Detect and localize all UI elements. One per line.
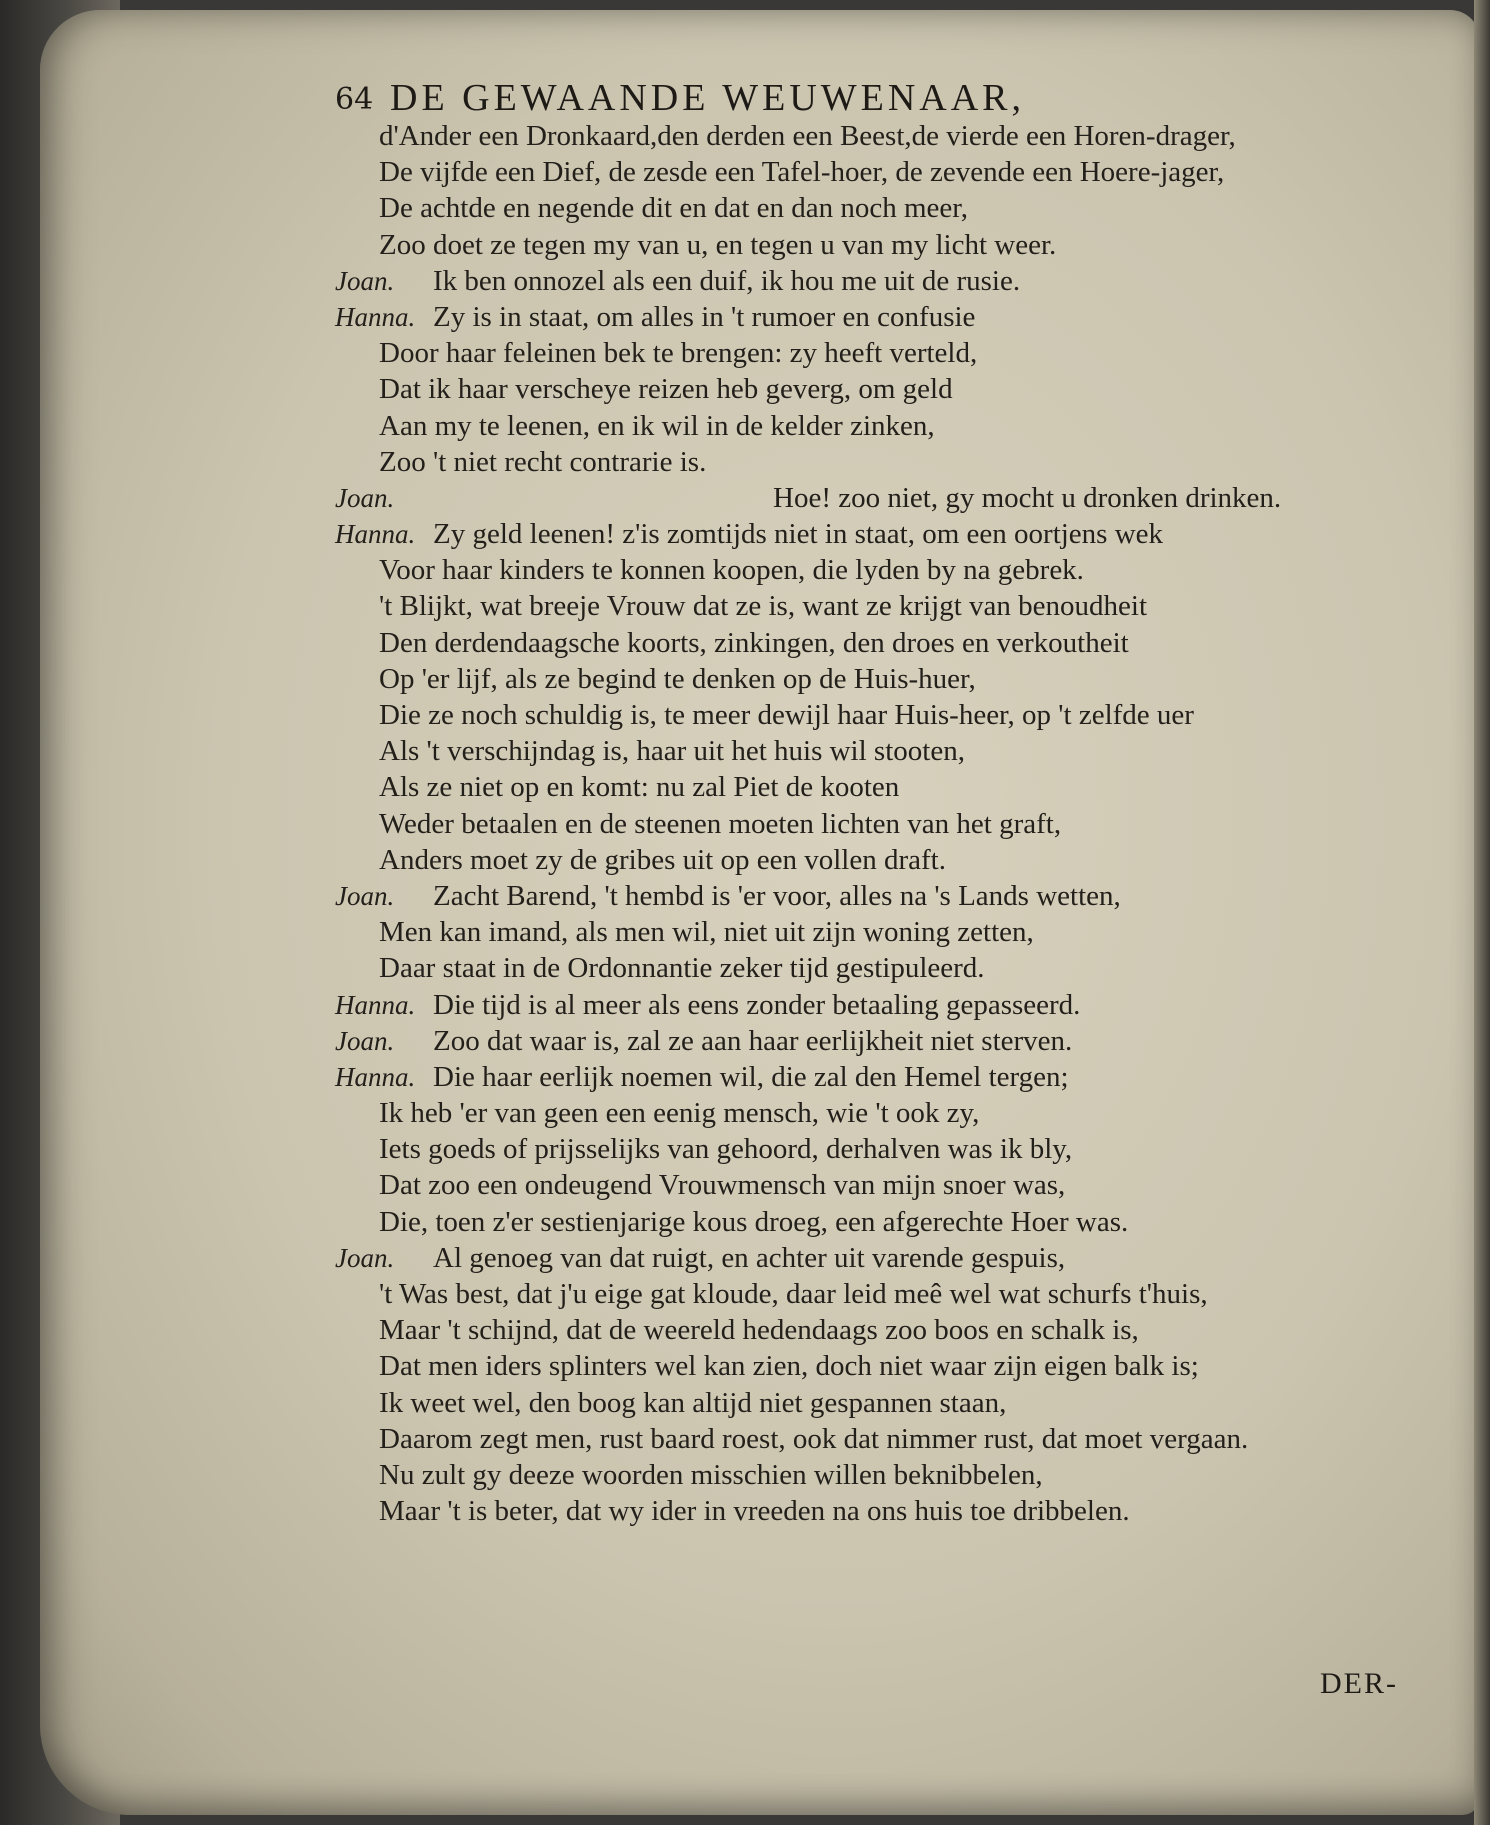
speaker-name: Hanna. — [335, 519, 416, 550]
verse-text-line: Voor haar kinders te konnen koopen, die lyden by na gebrek. — [379, 554, 1084, 587]
verse-text-line: Die ze noch schuldig is, te meer dewijl haar Huis-heer, op 't zelfde uer — [379, 699, 1194, 731]
verse-text-line: Nu zult gy deeze woorden misschien willen beknibbelen, — [379, 1458, 1043, 1491]
verse-text-line: Daar staat in de Ordonnantie zeker tijd gestipuleerd. — [379, 952, 985, 985]
speaker-name: Joan. — [335, 265, 395, 296]
verse-text-line: Maar 't schijnd, dat de weereld hedendaags zoo boos en schalk is, — [379, 1314, 1139, 1347]
verse-text-line: Zoo doet ze tegen my van u, en tegen u van my licht weer. — [379, 228, 1057, 261]
speaker-name: Joan. — [335, 482, 395, 513]
verse-text-line: Als 't verschijndag is, haar uit het huis wil stooten, — [379, 735, 965, 768]
verse-text-line: Die, toen z'er sestienjarige kous droeg, een afgerechte Hoer was. — [379, 1205, 1129, 1238]
verse-line — [335, 335, 1415, 371]
verse-line — [335, 697, 1415, 733]
verse-text-line: Iets goeds of prijsselijks van gehoord, derhalven was ik bly, — [379, 1133, 1073, 1166]
verse-line — [335, 1023, 1415, 1059]
verse-line — [335, 588, 1415, 624]
verse-text-line: Anders moet zy de gribes uit op een vollen draft. — [379, 843, 946, 876]
verse-line — [335, 1493, 1415, 1529]
verse-line — [335, 1385, 1415, 1421]
verse-text-line: Die tijd is al meer als eens zonder betaaling gepasseerd. — [433, 988, 1081, 1021]
verse-text-line: De vijfde een Dief, de zesde een Tafel-hoer, de zevende een Hoere-jager, — [379, 156, 1225, 189]
verse-text-line: Zy geld leenen! z'is zomtijds niet in staat, om een oortjens wek — [433, 518, 1164, 551]
verse-text-line: Als ze niet op en komt: nu zal Piet de kooten — [379, 771, 900, 804]
verse-text — [335, 118, 1415, 1529]
verse-line — [335, 1204, 1415, 1240]
verse-text-line: Zoo 't niet recht contrarie is. — [379, 445, 707, 478]
verse-line — [335, 806, 1415, 842]
verse-text-line: Aan my te leenen, en ik wil in de kelder zinken, — [379, 409, 935, 442]
verse-line — [335, 1240, 1415, 1276]
verse-text-line: Door haar feleinen bek te brengen: zy heeft verteld, — [379, 337, 978, 370]
verse-text-line: Men kan imand, als men wil, niet uit zijn woning zetten, — [379, 916, 1034, 949]
verse-text-line: Ik heb 'er van geen een eenig mensch, wie 't ook zy, — [379, 1097, 980, 1130]
verse-line — [335, 190, 1415, 226]
verse-text-line: Al genoeg van dat ruigt, en achter uit varende gespuis, — [433, 1241, 1066, 1274]
verse-line — [335, 1059, 1415, 1095]
speaker-name: Hanna. — [335, 301, 416, 332]
verse-line — [335, 371, 1415, 407]
verse-line — [335, 480, 1415, 516]
verse-text-line: Die haar eerlijk noemen wil, die zal den Hemel tergen; — [433, 1060, 1069, 1093]
verse-line — [335, 1131, 1415, 1167]
verse-text-line: Zoo dat waar is, zal ze aan haar eerlijkheit niet sterven. — [433, 1024, 1073, 1057]
verse-line — [335, 1276, 1415, 1312]
verse-line — [335, 661, 1415, 697]
verse-text-line: Den derdendaagsche koorts, zinkingen, den droes en verkoutheit — [379, 626, 1129, 659]
verse-line — [335, 552, 1415, 588]
verse-text-line: Ik ben onnozel als een duif, ik hou me uit de rusie. — [433, 264, 1021, 297]
verse-line — [335, 408, 1415, 444]
verse-line — [335, 1421, 1415, 1457]
verse-line — [335, 878, 1415, 914]
verse-text-line: Dat ik haar verscheye reizen heb geverg, om geld — [379, 373, 953, 406]
speaker-name: Joan. — [335, 880, 395, 911]
verse-text-line: Ik weet wel, den boog kan altijd niet gespannen staan, — [379, 1386, 1007, 1419]
running-title: DE GEWAANDE WEUWENAAR, — [390, 77, 1026, 119]
speaker-name: Joan. — [335, 1242, 395, 1273]
verse-line — [335, 987, 1415, 1023]
verse-line — [335, 625, 1415, 661]
verse-line — [335, 227, 1415, 263]
verse-line — [335, 1312, 1415, 1348]
verse-line — [335, 444, 1415, 480]
verse-line — [335, 914, 1415, 950]
verse-text-line: Maar 't is beter, dat wy ider in vreeden na ons huis toe dribbelen. — [379, 1495, 1130, 1528]
verse-line — [335, 299, 1415, 335]
verse-text-line: Hoe! zoo niet, gy mocht u dronken drinken. — [773, 481, 1282, 514]
verse-line — [335, 733, 1415, 769]
speaker-name: Hanna. — [335, 1061, 416, 1092]
verse-text-line: Weder betaalen en de steenen moeten lichten van het graft, — [379, 807, 1062, 840]
page-edge — [1474, 0, 1490, 1825]
verse-line — [335, 263, 1415, 299]
verse-text-line: Op 'er lijf, als ze begind te denken op de Huis-huer, — [379, 662, 976, 695]
verse-line — [335, 769, 1415, 805]
verse-text-line: Dat zoo een ondeugend Vrouwmensch van mijn snoer was, — [379, 1169, 1066, 1202]
speaker-name: Hanna. — [335, 989, 416, 1020]
verse-line — [335, 154, 1415, 190]
verse-line — [335, 1095, 1415, 1131]
verse-text-line: Zacht Barend, 't hembd is 'er voor, alles na 's Lands wetten, — [433, 879, 1121, 912]
verse-text-line: Dat men iders splinters wel kan zien, doch niet waar zijn eigen balk is; — [379, 1350, 1199, 1383]
verse-text-line: d'Ander een Dronkaard,den derden een Beest,de vierde een Horen-drager, — [379, 120, 1236, 152]
speaker-name: Joan. — [335, 1025, 395, 1056]
catchword: DER- — [1320, 1667, 1398, 1700]
verse-line — [335, 950, 1415, 986]
verse-text-line: 't Was best, dat j'u eige gat kloude, daar leid meê wel wat schurfs t'huis, — [379, 1278, 1208, 1310]
verse-text-line: Daarom zegt men, rust baard roest, ook dat nimmer rust, dat moet vergaan. — [379, 1422, 1249, 1455]
verse-line — [335, 842, 1415, 878]
verse-text-line: 't Blijkt, wat breeje Vrouw dat ze is, want ze krijgt van benoudheit — [379, 590, 1148, 623]
verse-line — [335, 118, 1415, 154]
verse-line — [335, 1167, 1415, 1203]
verse-line — [335, 516, 1415, 552]
verse-text-line: Zy is in staat, om alles in 't rumoer en confusie — [433, 300, 976, 333]
verse-line — [335, 1348, 1415, 1384]
verse-line — [335, 1457, 1415, 1493]
verse-text-line: De achtde en negende dit en dat en dan noch meer, — [379, 192, 969, 225]
page-number: 64 — [335, 82, 374, 117]
